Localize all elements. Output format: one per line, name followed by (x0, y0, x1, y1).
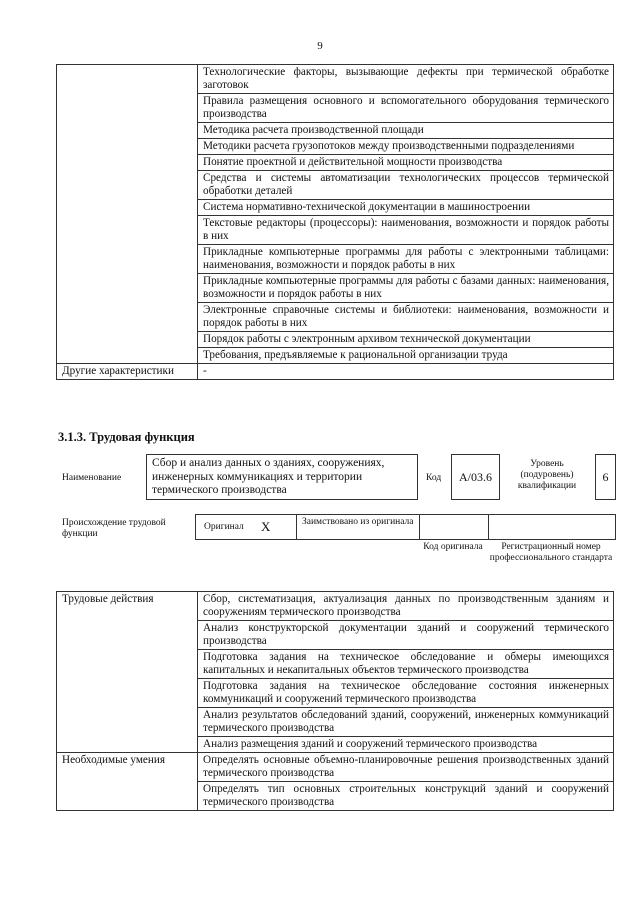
knowledge-item: Прикладные компьютерные программы для работы с базами данных: наименования, возможности и порядок работы в них (198, 274, 614, 303)
reg-number-box (488, 514, 616, 540)
knowledge-label-cell (57, 65, 198, 364)
skills-label: Необходимые умения (57, 753, 198, 811)
code-original-label: Код оригинала (423, 542, 483, 552)
borrowed-label: Заимствовано из оригинала (302, 517, 414, 527)
function-name: Сбор и анализ данных о зданиях, сооружениях, инженерных коммуникациях и территории термического производства (152, 457, 385, 496)
borrowed-box (296, 514, 420, 540)
action-item: Анализ размещения зданий и сооружений термического производства (198, 737, 614, 753)
skill-item: Определять основные объемно-планировочные решения производственных зданий термического производства (198, 753, 614, 782)
action-item: Подготовка задания на техническое обследование и обмеры имеющихся капитальных и некапитальных объектов термического производства (198, 650, 614, 679)
knowledge-item: Текстовые редакторы (процессоры): наименования, возможности и порядок работы в них (198, 216, 614, 245)
actions-table (56, 591, 614, 811)
action-item: Подготовка задания на техническое обследование состояния инженерных коммуникаций и сооружений термического производства (198, 679, 614, 708)
action-item: Анализ конструкторской документации зданий и сооружений термического производства (198, 621, 614, 650)
skill-item: Определять тип основных строительных конструкций зданий и сооружений термического производства (198, 782, 614, 811)
knowledge-item: Электронные справочные системы и библиотеки: наименования, возможности и порядок работы в них (198, 303, 614, 332)
knowledge-item: Требования, предъявляемые к рациональной организации труда (198, 348, 614, 364)
original-label: Оригинал (204, 522, 244, 532)
page-number: 9 (317, 40, 323, 52)
section-title: 3.1.3. Трудовая функция (58, 430, 195, 444)
reg-number-label: Регистрационный номер профессионального стандарта (489, 542, 613, 563)
other-characteristics-label: Другие характеристики (57, 364, 198, 380)
knowledge-item: Порядок работы с электронным архивом технической документации (198, 332, 614, 348)
level-value: 6 (602, 470, 609, 484)
code-box (451, 454, 500, 500)
knowledge-item: Методика расчета производственной площади (198, 123, 614, 139)
name-label: Наименование (62, 473, 122, 483)
origin-label: Происхождение трудовой функции (62, 518, 166, 539)
knowledge-item: Прикладные компьютерные программы для работы с электронными таблицами: наименования, возможности и порядок работы в них (198, 245, 614, 274)
code-label: Код (426, 473, 442, 483)
code-original-box (419, 514, 489, 540)
knowledge-item: Правила размещения основного и вспомогательного оборудования термического производства (198, 94, 614, 123)
actions-label: Трудовые действия (57, 592, 198, 753)
original-box (195, 514, 297, 540)
action-item: Сбор, систематизация, актуализация данных по производственным зданиям и сооружениям термического производства (198, 592, 614, 621)
knowledge-item: Технологические факторы, вызывающие дефекты при термической обработке заготовок (198, 65, 614, 94)
knowledge-table (56, 64, 614, 380)
knowledge-item: Система нормативно-технической документации в машиностроении (198, 200, 614, 216)
action-item: Анализ результатов обследований зданий, сооружений, инженерных коммуникаций термического производства (198, 708, 614, 737)
knowledge-item: Средства и системы автоматизации технологических процессов термической обработки деталей (198, 171, 614, 200)
knowledge-item: Понятие проектной и действительной мощности производства (198, 155, 614, 171)
other-characteristics-value: - (198, 364, 614, 380)
level-box (595, 454, 616, 500)
code-value: А/03.6 (459, 470, 492, 484)
knowledge-item: Методики расчета грузопотоков между производственными подразделениями (198, 139, 614, 155)
name-value-box (146, 454, 418, 500)
original-mark: X (261, 519, 271, 534)
level-label: Уровень (подуровень) квалификации (517, 459, 577, 491)
